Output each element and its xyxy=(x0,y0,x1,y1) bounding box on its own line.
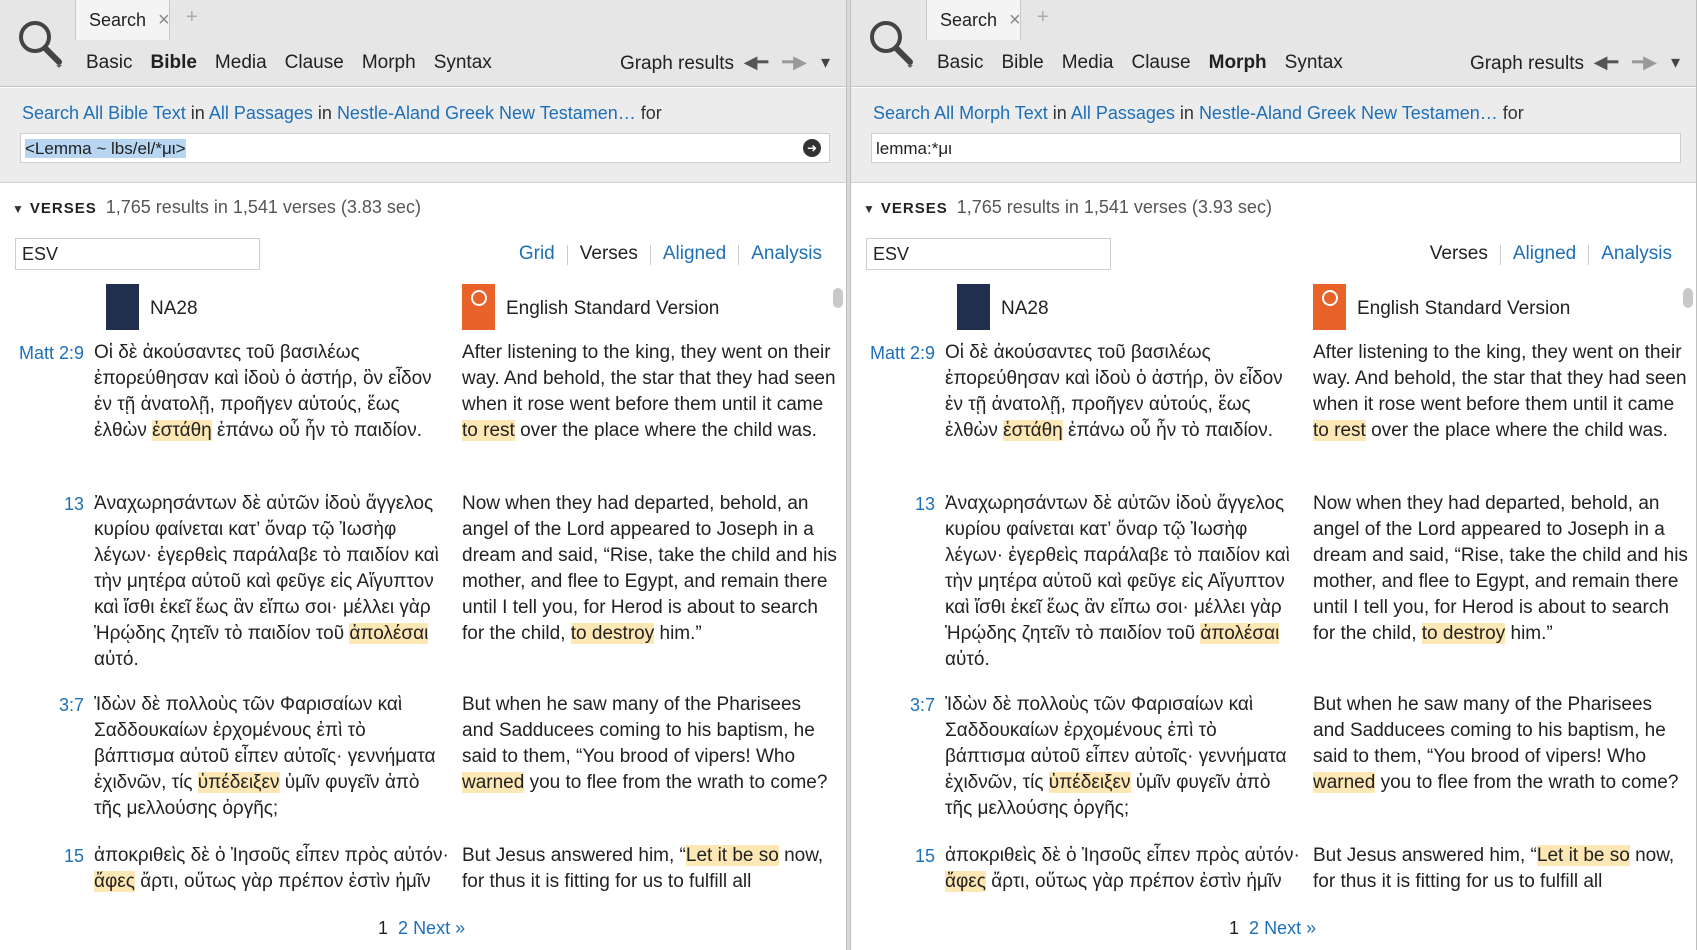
in-label: in xyxy=(317,103,332,123)
graph-results-link[interactable]: Graph results xyxy=(1469,53,1584,74)
english-verse-text xyxy=(1313,843,1688,895)
verse-text-segment: After listening to the king, they went on their way. And behold, the star that they had seen when it rose went before them until it came xyxy=(1313,342,1687,415)
menu-clause[interactable]: Clause xyxy=(284,52,344,73)
search-hit[interactable]: ἀπολέσαι xyxy=(349,623,429,644)
resource-dropdown[interactable]: Nestle-Aland Greek New Testamen… xyxy=(1198,103,1498,123)
page-1[interactable]: 1 xyxy=(1229,918,1240,938)
verse-reference-link[interactable]: 15 xyxy=(914,846,935,866)
verse-reference-link[interactable]: 3:7 xyxy=(909,695,935,715)
search-header xyxy=(0,0,846,87)
menu-syntax[interactable]: Syntax xyxy=(1284,52,1343,73)
verse-text-segment: Ἰδὼν δὲ πολλοὺς τῶν Φαρισαίων καὶ Σαδδουκαίων ἐρχομένους ἐπὶ τὸ βάπτισμα αὐτοῦ εἶπεν αὐτοῖς· γεννήματα ἐχιδνῶν, τίς xyxy=(94,694,436,793)
query-text: <Lemma ~ lbs/el/*μι> xyxy=(25,139,186,158)
search-hit[interactable]: ἄφες xyxy=(945,871,986,892)
close-icon[interactable]: × xyxy=(158,8,170,31)
menu-syntax[interactable]: Syntax xyxy=(433,52,492,73)
verse-text-segment: now, for thus it is fitting for us to fulfill all xyxy=(1313,845,1675,892)
close-icon[interactable]: × xyxy=(1009,8,1021,31)
search-hit[interactable]: to rest xyxy=(1313,420,1366,441)
scrollbar-thumb[interactable] xyxy=(833,288,843,308)
for-label: for xyxy=(1502,103,1524,123)
new-tab-icon[interactable]: + xyxy=(186,6,198,28)
verse-reference-link[interactable]: 3:7 xyxy=(58,695,84,715)
greek-verse-text xyxy=(945,491,1300,673)
verse-text-segment: But when he saw many of the Pharisees and Sadducees coming to his baptism, he said to them, “You brood of vipers! Who xyxy=(462,694,815,767)
verse-text-segment: After listening to the king, they went on their way. And behold, the star that they had seen when it rose went before them until it came xyxy=(462,342,836,415)
book-title-esv: English Standard Version xyxy=(506,298,720,319)
content-fade xyxy=(0,895,846,905)
verse-text-segment: Ἀναχωρησάντων δὲ αὐτῶν ἰδοὺ ἄγγελος κυρίου φαίνεται κατ’ ὄναρ τῷ Ἰωσὴφ λέγων· ἐγερθεὶς παράλαβε τὸ παιδίον καὶ τὴν μητέρα αὐτοῦ καὶ φεῦγε εἰς Αἴγυπτον καὶ ἴσθι ἐκεῖ ἕως ἂν εἴπω σοι· μέλλει γὰρ Ἡρῴδης ζητεῖν τὸ παιδίον τοῦ xyxy=(94,493,439,644)
pager xyxy=(378,918,465,939)
in-label: in xyxy=(190,103,205,123)
search-hit[interactable]: to rest xyxy=(462,420,515,441)
verse-text-segment: ἐπάνω οὗ ἦν τὸ παιδίον. xyxy=(211,420,423,441)
tab-label: Search xyxy=(940,9,998,30)
search-scope-line xyxy=(873,103,1524,124)
search-hit[interactable]: Let it be so xyxy=(1536,845,1630,866)
search-hit[interactable]: warned xyxy=(462,772,525,793)
resource-dropdown[interactable]: Nestle-Aland Greek New Testamen… xyxy=(336,103,636,123)
search-hit[interactable]: Let it be so xyxy=(685,845,779,866)
search-scope-line xyxy=(22,103,662,124)
scrollbar-thumb[interactable] xyxy=(1683,288,1693,308)
results-summary xyxy=(12,197,421,218)
verse-text-segment: over the place where the child was. xyxy=(1365,420,1668,441)
view-grid[interactable]: Grid xyxy=(518,243,555,264)
view-verses[interactable]: Verses xyxy=(1429,243,1488,264)
search-hit[interactable]: ὑπέδειξεν xyxy=(197,772,280,793)
verse-text-segment: ἐπάνω οὗ ἦν τὸ παιδίον. xyxy=(1062,420,1274,441)
history-nav xyxy=(1594,52,1680,73)
search-type-dropdown[interactable]: All Bible Text xyxy=(83,103,186,123)
search-hit[interactable]: ἐστάθη xyxy=(152,420,212,441)
verse-text-segment: αὐτό. xyxy=(94,649,139,670)
greek-verse-text xyxy=(945,843,1300,895)
verse-text-segment: Οἱ δὲ ἀκούσαντες τοῦ βασιλέως ἐπορεύθησαν καὶ ἰδοὺ ὁ ἀστήρ, ὃν εἶδον ἐν τῇ ἀνατολῇ, προῆγεν αὐτούς, ἕως ἐλθὼν xyxy=(94,342,432,441)
english-verse-text xyxy=(462,491,837,647)
page-1[interactable]: 1 xyxy=(378,918,389,938)
search-type-dropdown[interactable]: All Morph Text xyxy=(934,103,1048,123)
verse-reference-link[interactable]: 13 xyxy=(63,494,84,514)
esv-cover-icon xyxy=(462,284,495,330)
content-fade xyxy=(851,895,1696,905)
verse-text-segment: ἄρτι, οὕτως γὰρ πρέπον ἐστὶν ἡμῖν xyxy=(134,871,431,892)
arrow-left-icon[interactable]: ◀━ xyxy=(1593,52,1619,72)
menu-bible[interactable]: Bible xyxy=(1001,52,1044,73)
menu-clause[interactable]: Clause xyxy=(1131,52,1191,73)
search-hit[interactable]: to destroy xyxy=(570,623,655,644)
search-type-menu xyxy=(937,52,1361,74)
english-verse-text xyxy=(1313,491,1688,647)
book-title-na28: NA28 xyxy=(1001,298,1049,319)
verse-text-segment: him.” xyxy=(1505,623,1553,644)
verse-reference-link[interactable]: Matt 2:9 xyxy=(869,343,935,363)
search-hit[interactable]: to destroy xyxy=(1421,623,1506,644)
dropdown-icon[interactable]: ▾ xyxy=(820,52,830,72)
esv-cover-icon xyxy=(1313,284,1346,330)
view-analysis[interactable]: Analysis xyxy=(1601,243,1672,264)
verse-text-segment: Ἀναχωρησάντων δὲ αὐτῶν ἰδοὺ ἄγγελος κυρίου φαίνεται κατ’ ὄναρ τῷ Ἰωσὴφ λέγων· ἐγερθεὶς παράλαβε τὸ παιδίον καὶ τὴν μητέρα αὐτοῦ καὶ φεῦγε εἰς Αἴγυπτον καὶ ἴσθι ἐκεῖ ἕως ἂν εἴπω σοι· μέλλει γὰρ Ἡρῴδης ζητεῖν τὸ παιδίον τοῦ xyxy=(945,493,1290,644)
verse-text-segment: ὑμῖν φυγεῖν ἀπὸ τῆς μελλούσης ὀργῆς; xyxy=(94,772,420,819)
arrow-right-icon[interactable]: ━▶ xyxy=(782,52,807,72)
search-panel-right xyxy=(850,0,1697,950)
english-verse-text xyxy=(1313,340,1688,444)
version-input[interactable]: ESV xyxy=(15,238,260,270)
view-aligned[interactable]: Aligned xyxy=(1512,243,1577,264)
verse-text-segment: him.” xyxy=(654,623,702,644)
menu-bible[interactable]: Bible xyxy=(150,52,197,73)
search-label: Search xyxy=(22,103,80,123)
verse-text-segment: But when he saw many of the Pharisees and Sadducees coming to his baptism, he said to them, “You brood of vipers! Who xyxy=(1313,694,1666,767)
english-verse-text xyxy=(462,340,837,444)
english-verse-text xyxy=(462,692,837,796)
page-2-link[interactable]: 2 xyxy=(1249,918,1260,938)
view-switcher xyxy=(1418,243,1684,265)
search-query-input[interactable] xyxy=(871,133,1681,163)
query-text: lemma:*μι xyxy=(876,139,952,158)
view-aligned[interactable]: Aligned xyxy=(662,243,727,264)
search-hit[interactable]: warned xyxy=(1313,772,1376,793)
verse-text-segment: ὑμῖν φυγεῖν ἀπὸ τῆς μελλούσης ὀργῆς; xyxy=(945,772,1271,819)
search-label: Search xyxy=(873,103,931,123)
verse-text-segment: Ἰδὼν δὲ πολλοὺς τῶν Φαρισαίων καὶ Σαδδουκαίων ἐρχομένους ἐπὶ τὸ βάπτισμα αὐτοῦ εἶπεν αὐτοῖς· γεννήματα ἐχιδνῶν, τίς xyxy=(945,694,1287,793)
verse-text-segment: you to flee from the wrath to come? xyxy=(1375,772,1679,793)
verse-text-segment: Now when they had departed, behold, an angel of the Lord appeared to Joseph in a dream and said, “Rise, take the child and his mother, and flee to Egypt, and remain there until I tell you, for Herod is about to search for the child, xyxy=(1313,493,1688,644)
na28-cover-icon xyxy=(106,284,139,330)
english-verse-text xyxy=(462,843,837,895)
greek-verse-text xyxy=(94,340,449,444)
verse-text-segment: ἀποκριθεὶς δὲ ὁ Ἰησοῦς εἶπεν πρὸς αὐτόν· xyxy=(945,845,1300,866)
verse-reference-link[interactable]: 15 xyxy=(63,846,84,866)
version-input[interactable]: ESV xyxy=(866,238,1111,270)
search-query-input[interactable] xyxy=(20,133,830,163)
greek-verse-text xyxy=(945,340,1300,444)
verse-reference-link[interactable]: Matt 2:9 xyxy=(18,343,84,363)
search-hit[interactable]: ἐστάθη xyxy=(1003,420,1063,441)
range-dropdown[interactable]: All Passages xyxy=(1070,103,1175,123)
search-panel-left xyxy=(0,0,847,950)
verse-text-segment: But Jesus answered him, “ xyxy=(1313,845,1537,866)
verse-text-segment: But Jesus answered him, “ xyxy=(462,845,686,866)
book-title-na28: NA28 xyxy=(150,298,198,319)
verse-text-segment: over the place where the child was. xyxy=(514,420,817,441)
new-tab-icon[interactable]: + xyxy=(1037,6,1049,28)
search-type-menu xyxy=(86,52,510,74)
next-page-link[interactable]: Next » xyxy=(413,918,466,938)
search-bar xyxy=(851,88,1696,183)
greek-verse-text xyxy=(94,843,449,895)
na28-cover-icon xyxy=(957,284,990,330)
verse-text-segment: ἄρτι, οὕτως γὰρ πρέπον ἐστὶν ἡμῖν xyxy=(985,871,1282,892)
verses-label: VERSES xyxy=(880,200,948,217)
page-2-link[interactable]: 2 xyxy=(398,918,409,938)
menu-media[interactable]: Media xyxy=(214,52,267,73)
in-label: in xyxy=(1179,103,1194,123)
search-header xyxy=(851,0,1696,87)
magnifier-icon[interactable] xyxy=(16,18,64,68)
next-page-link[interactable]: Next » xyxy=(1264,918,1317,938)
dropdown-icon[interactable]: ▾ xyxy=(1670,52,1680,72)
range-dropdown[interactable]: All Passages xyxy=(208,103,313,123)
search-bar xyxy=(0,88,846,183)
book-title-esv: English Standard Version xyxy=(1357,298,1571,319)
arrow-left-icon[interactable]: ◀━ xyxy=(743,52,769,72)
menu-media[interactable]: Media xyxy=(1061,52,1114,73)
verse-text-segment: now, for thus it is fitting for us to fulfill all xyxy=(462,845,824,892)
for-label: for xyxy=(640,103,662,123)
verse-reference-link[interactable]: 13 xyxy=(914,494,935,514)
greek-verse-text xyxy=(94,692,449,822)
tab-label: Search xyxy=(89,9,147,30)
search-tab[interactable] xyxy=(75,0,170,40)
menu-basic[interactable]: Basic xyxy=(937,52,984,73)
verse-text-segment: Now when they had departed, behold, an angel of the Lord appeared to Joseph in a dream and said, “Rise, take the child and his mother, and flee to Egypt, and remain there until I tell you, for Herod is about to search for the child, xyxy=(462,493,837,644)
magnifier-icon[interactable] xyxy=(867,18,915,68)
collapse-triangle-icon[interactable]: ▼ xyxy=(12,202,24,216)
search-hit[interactable]: ἄφες xyxy=(94,871,135,892)
pager xyxy=(1229,918,1316,939)
in-label: in xyxy=(1052,103,1067,123)
verse-text-segment: you to flee from the wrath to come? xyxy=(524,772,828,793)
english-verse-text xyxy=(1313,692,1688,796)
results-count: 1,765 results in 1,541 verses (3.93 sec) xyxy=(956,197,1272,217)
arrow-right-icon[interactable]: ━▶ xyxy=(1632,52,1657,72)
collapse-triangle-icon[interactable]: ▼ xyxy=(863,202,875,216)
go-arrow-icon[interactable]: ➜ xyxy=(803,139,821,157)
verses-label: VERSES xyxy=(29,200,97,217)
menu-morph[interactable]: Morph xyxy=(361,52,416,73)
view-analysis[interactable]: Analysis xyxy=(751,243,822,264)
verse-text-segment: αὐτό. xyxy=(945,649,990,670)
search-tab[interactable] xyxy=(926,0,1021,40)
history-nav xyxy=(744,52,830,73)
graph-results-link[interactable]: Graph results xyxy=(619,53,734,74)
menu-basic[interactable]: Basic xyxy=(86,52,133,73)
view-switcher xyxy=(507,243,834,265)
verse-text-segment: ἀποκριθεὶς δὲ ὁ Ἰησοῦς εἶπεν πρὸς αὐτόν· xyxy=(94,845,449,866)
results-count: 1,765 results in 1,541 verses (3.83 sec) xyxy=(105,197,421,217)
menu-morph[interactable]: Morph xyxy=(1208,52,1267,73)
search-hit[interactable]: ὑπέδειξεν xyxy=(1048,772,1131,793)
greek-verse-text xyxy=(94,491,449,673)
view-verses[interactable]: Verses xyxy=(579,243,638,264)
results-summary xyxy=(863,197,1272,218)
search-hit[interactable]: ἀπολέσαι xyxy=(1200,623,1280,644)
greek-verse-text xyxy=(945,692,1300,822)
verse-text-segment: Οἱ δὲ ἀκούσαντες τοῦ βασιλέως ἐπορεύθησαν καὶ ἰδοὺ ὁ ἀστήρ, ὃν εἶδον ἐν τῇ ἀνατολῇ, προῆγεν αὐτούς, ἕως ἐλθὼν xyxy=(945,342,1283,441)
